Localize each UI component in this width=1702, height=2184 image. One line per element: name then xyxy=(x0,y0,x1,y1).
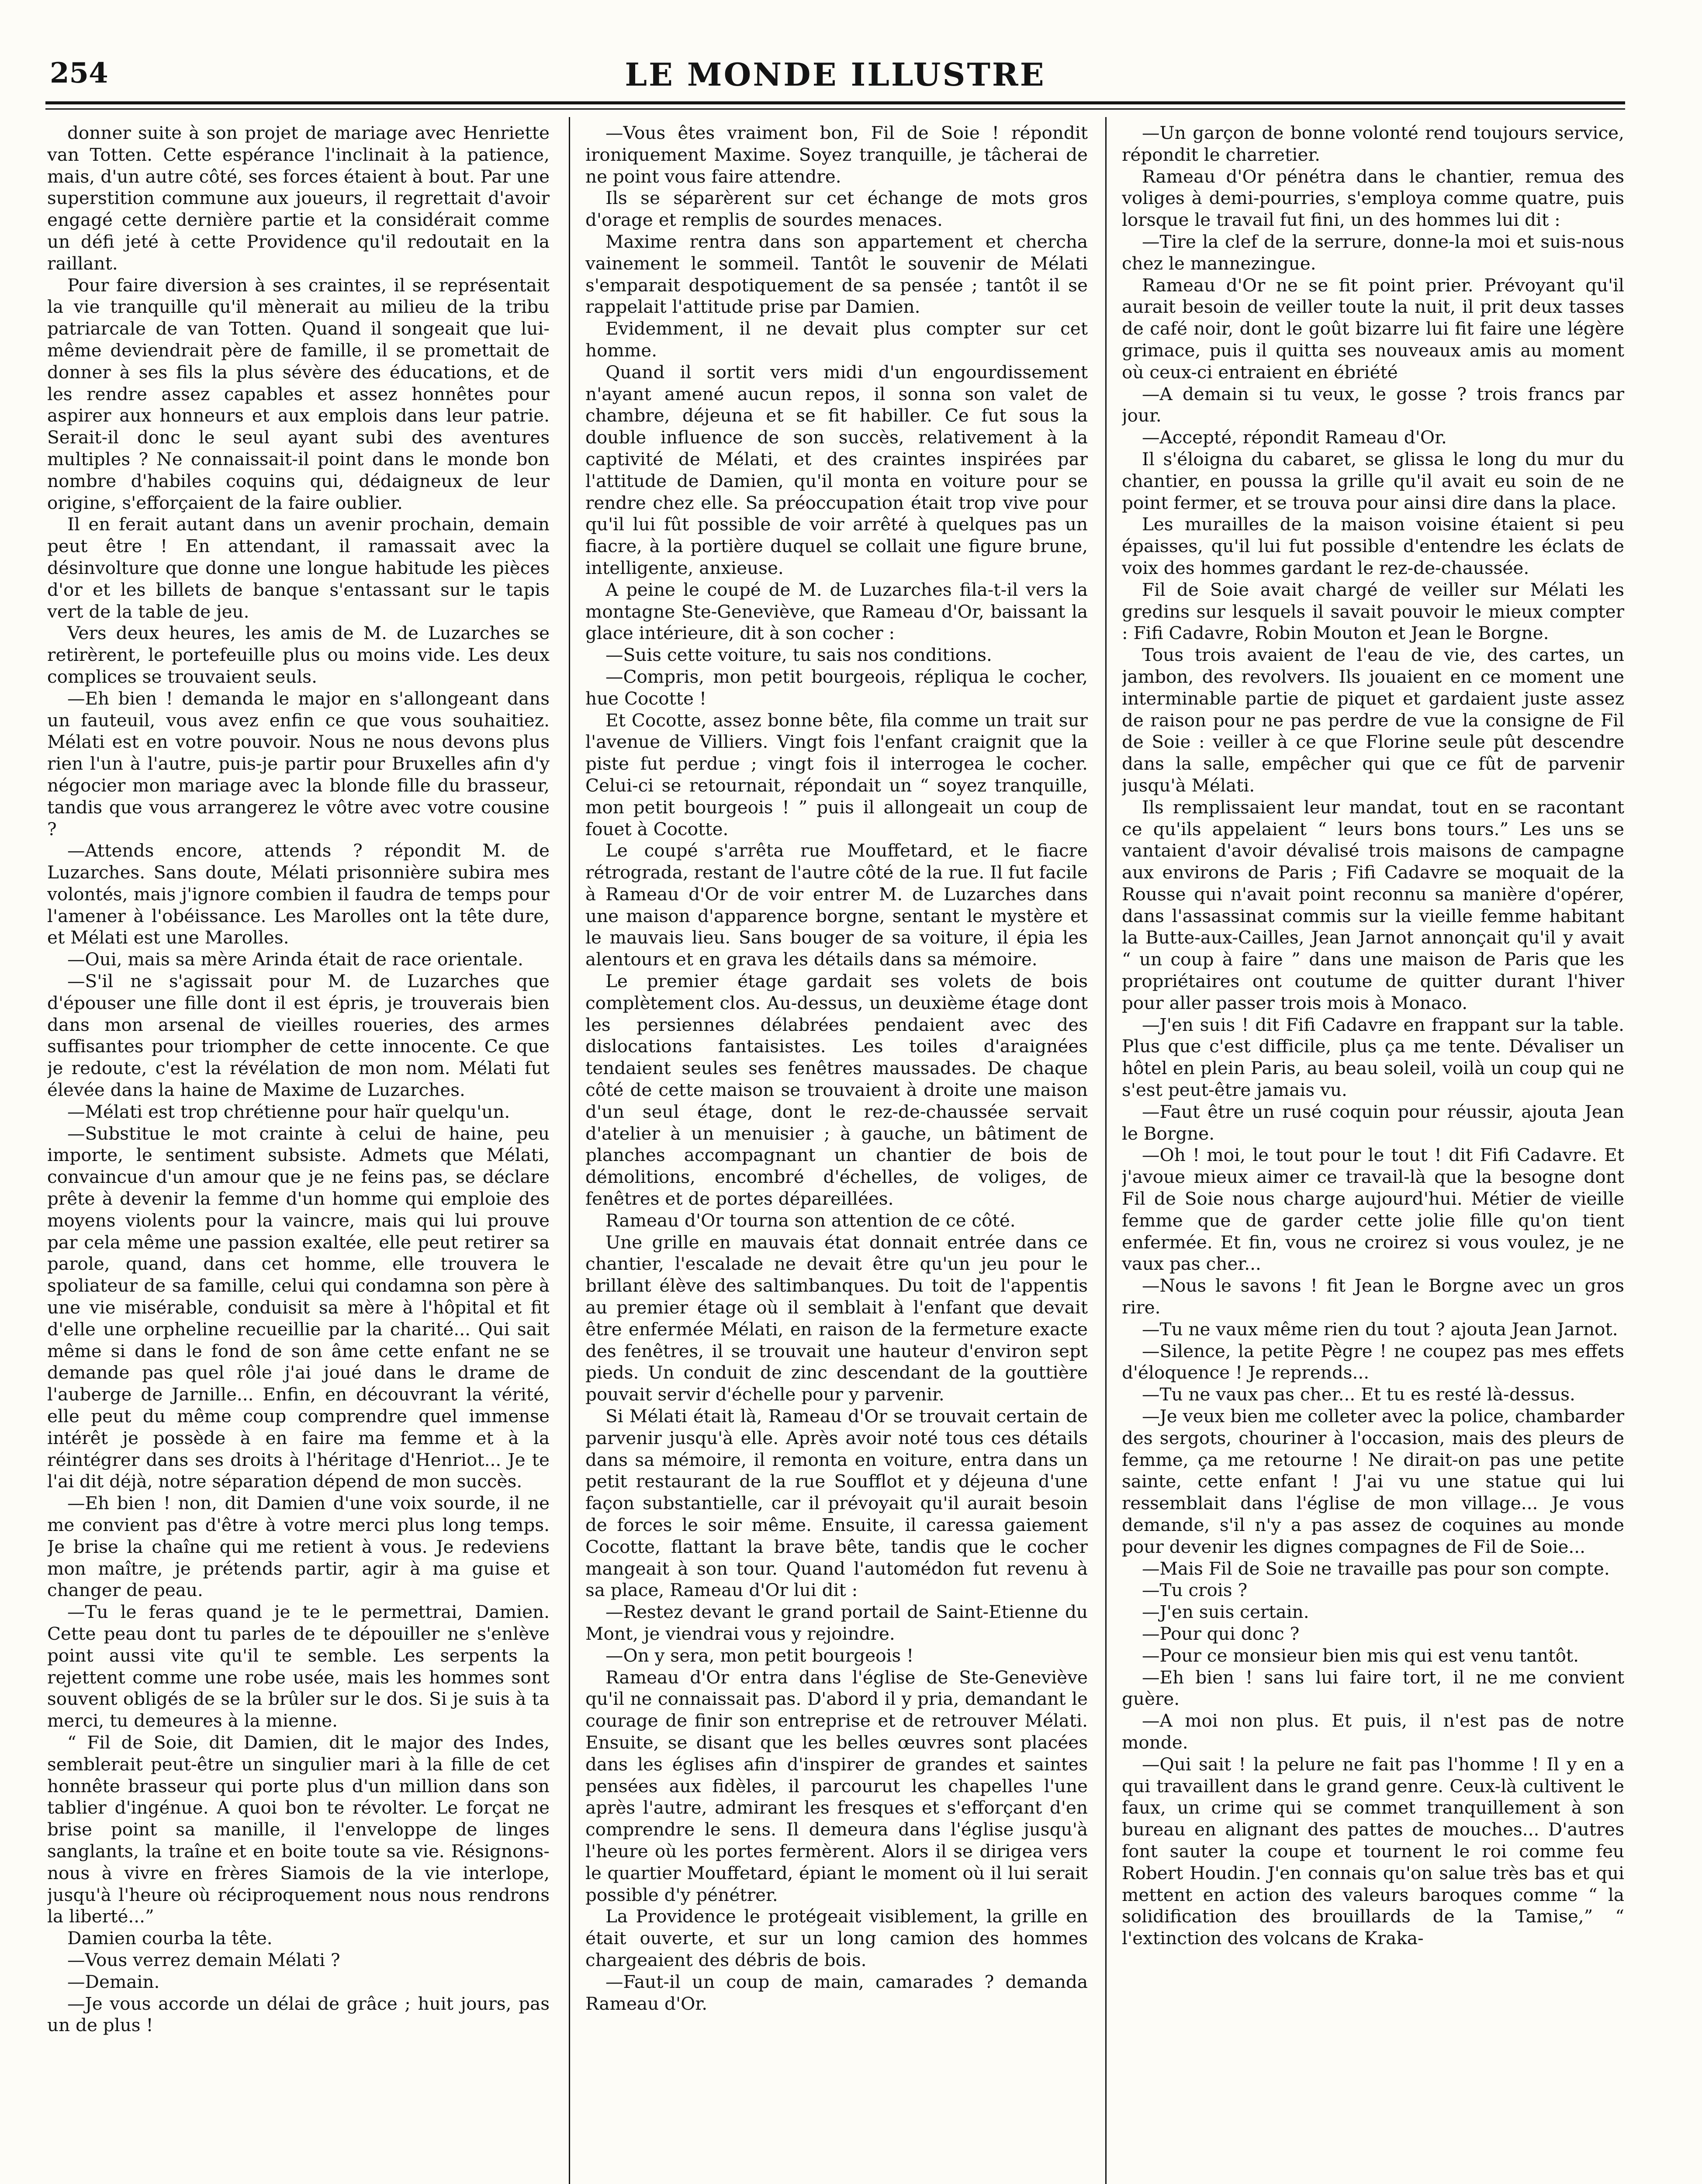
paragraph: —Eh bien ! non, dit Damien d'une voix sourde, il ne me convient pas d'être à votre merci plus long temps. Je brise la chaîne qui me retient à vous. Je redeviens mon maître, je prétends partir, agir à ma guise et changer de peau. xyxy=(47,1493,550,1601)
paragraph: Une grille en mauvais état donnait entrée dans ce chantier, l'escalade ne devait être qu'un jeu pour le brillant élève des saltimbanques. Du toit de l'appentis au premier étage où il semblait à l'enfant que devait être enfermée Mélati, en raison de la fermeture exacte des fenêtres, il se trouvait une hauteur d'environ sept pieds. Un conduit de zinc descendant de la gouttière pouvait servir d'échelle pour y parvenir. xyxy=(585,1231,1088,1405)
paragraph: —Silence, la petite Pègre ! ne coupez pas mes effets d'éloquence ! Je reprends... xyxy=(1122,1340,1624,1383)
paragraph: Quand il sortit vers midi d'un engourdissement n'ayant amené aucun repos, il sonna son valet de chambre, déjeuna et se fit habiller. Ce fut sous la double influence de son succès, relativement à la captivité de Mélati, et des craintes inspirées par l'attitude de Damien, qu'il monta en voiture pour se rendre chez elle. Sa préoccupation était trop vive pour qu'il lui fût possible de voir arrêté à quelques pas un fiacre, à la portière duquel se collait une figure brune, intelligente, anxieuse. xyxy=(585,361,1088,578)
paragraph: —Demain. xyxy=(67,1971,160,1992)
paragraph: —Pour ce monsieur bien mis qui est venu tantôt. xyxy=(1142,1645,1579,1666)
paragraph: —J'en suis certain. xyxy=(1142,1601,1309,1623)
paragraph: Si Mélati était là, Rameau d'Or se trouvait certain de parvenir jusqu'à elle. Après avoir noté tous ces détails dans sa mémoire, il remonta en voiture, entra dans un petit restaurant de la rue Soufflot et y déjeuna d'une façon substantielle, car il prévoyait qu'il aurait besoin de forces le soir même. Ensuite, il caressa gaiement Cocotte, flattant la brave bête, tandis que le cocher mangeait à son tour. Quand l'automédon fut revenu à sa place, Rameau d'Or lui dit : xyxy=(585,1406,1088,1601)
paragraph: Damien courba la tête. xyxy=(67,1928,273,1949)
paragraph: Ils se séparèrent sur cet échange de mots gros d'orage et remplis de sourdes menaces. xyxy=(585,187,1088,231)
column-divider xyxy=(569,117,570,2184)
paragraph: Tous trois avaient de l'eau de vie, des cartes, un jambon, des revolvers. Ils jouaient en ce moment une interminable partie de piquet et gardaient juste assez de raison pour ne pas perdre de vue la consigne de Fil de Soie : veiller à ce que Florine seule pût descendre dans la salle, empêcher qui que ce fût de parvenir jusqu'à Mélati. xyxy=(1122,644,1624,796)
paragraph: “ Fil de Soie, dit Damien, dit le major des Indes, semblerait peut-être un singulier mari à la fille de cet honnête brasseur qui porte plus d'un million dans son tablier d'ingénue. A quoi bon te révolter. Le forçat ne brise point sa manille, il l'enveloppe de linges sanglants, la traîne et en boite toute sa vie. Résignons-nous à vivre en frères Siamois de la vie interlope, jusqu'à l'heure où réciproquement nous nous rendrons la liberté...” xyxy=(47,1731,550,1927)
paragraph: —Tu ne vaux pas cher... Et tu es resté là-dessus. xyxy=(1142,1384,1575,1405)
paragraph: —Je vous accorde un délai de grâce ; huit jours, pas un de plus ! xyxy=(47,1993,550,2036)
paragraph: —A demain si tu veux, le gosse ? trois francs par jour. xyxy=(1122,383,1624,426)
paragraph: Il s'éloigna du cabaret, se glissa le long du mur du chantier, en poussa la grille qu'il avait eu soin de ne point fermer, et se trouva pour ainsi dire dans la place. xyxy=(1122,448,1624,513)
paragraph: —Vous verrez demain Mélati ? xyxy=(67,1949,340,1970)
paragraph: —Pour qui donc ? xyxy=(1142,1623,1300,1644)
paragraph: Rameau d'Or pénétra dans le chantier, remua des voliges à demi-pourries, s'employa comme quatre, puis lorsque le travail fut fini, un des hommes lui dit : xyxy=(1122,166,1624,231)
paragraph: —J'en suis ! dit Fifi Cadavre en frappant sur la table. Plus que c'est difficile, plus ça me tente. Dévaliser un hôtel en plein Paris, au beau soleil, voilà un coup qui ne s'est peut-être jamais vu. xyxy=(1122,1014,1624,1101)
paragraph: —Faut être un rusé coquin pour réussir, ajouta Jean le Borgne. xyxy=(1122,1101,1624,1144)
paragraph: —Suis cette voiture, tu sais nos conditions. xyxy=(605,644,992,666)
paragraph: —S'il ne s'agissait pour M. de Luzarches que d'épouser une fille dont il est épris, je trouverais bien dans mon arsenal de vieilles roueries, des armes suffisantes pour triompher de cette innocente. Ce que je redoute, c'est la révélation de mon nom. Mélati fut élevée dans la haine de Maxime de Luzarches. xyxy=(47,971,550,1101)
paragraph: —A moi non plus. Et puis, il n'est pas de notre monde. xyxy=(1122,1710,1624,1753)
paragraph: Pour faire diversion à ses craintes, il se représentait la vie tranquille qu'il mènerait au milieu de la tribu patriarcale de van Totten. Quand il songeait que lui-même deviendrait père de famille, il se promettait de donner à ses fils la plus sévère des éducations, et de les rendre assez capables et assez honnêtes pour aspirer aux honneurs et aux emplois dans leur patrie. Serait-il donc le seul ayant subi des aventures multiples ? Ne connaissait-il point dans le monde bon nombre d'habiles coquins qui, dédaigneux de leur origine, s'efforçaient de la faire oublier. xyxy=(47,274,550,513)
paragraph: —Qui sait ! la pelure ne fait pas l'homme ! Il y en a qui travaillent dans le grand genre. Ceux-là cultivent le faux, un crime qui se commet tranquillement à son bureau en alignant des pattes de mouches... D'autres font sauter la coupe et tournent le roi comme feu Robert Houdin. J'en connais qu'on salue très bas et qui mettent en action des valeurs baroques comme “ la solidification des brouillards de la Tamise,” “ l'extinction des volcans de Kraka- xyxy=(1122,1753,1624,1949)
paragraph: La Providence le protégeait visiblement, la grille en était ouverte, et sur un long camion des hommes chargeaient des débris de bois. xyxy=(585,1906,1088,1970)
paragraph: —Mélati est trop chrétienne pour haïr quelqu'un. xyxy=(67,1101,510,1122)
header-rule-thick xyxy=(45,101,1625,104)
paragraph: Les murailles de la maison voisine étaient si peu épaisses, qu'il lui fut possible d'entendre les éclats de voix des hommes gardant le rez-de-chaussée. xyxy=(1122,514,1624,578)
paragraph: —Faut-il un coup de main, camarades ? demanda Rameau d'Or. xyxy=(585,1971,1088,2014)
paragraph: —Substitue le mot crainte à celui de haine, peu importe, le sentiment subsiste. Admets que Mélati, convaincue d'un amour que je ne feins pas, se déclare prête à devenir la femme d'un homme qui emploie des moyens violents pour la vaincre, mais qui lui prouve par cela même une passion exaltée, elle peut retirer sa parole, quand, dans cet homme, elle trouvera le spoliateur de sa famille, celui qui condamna son père à une vie misérable, conduisit sa mère à l'hôpital et fit d'elle une orpheline recueillie par la charité... Qui sait même si dans le fond de son âme cette enfant ne se demande pas quel rôle j'ai joué dans le drame de l'auberge de Jarnille... Enfin, en découvrant la vérité, elle peut du même coup comprendre quel immense intérêt je possède à en faire ma femme et à la réintégrer dans ses droits à l'héritage d'Henriot... Je te l'ai dit déjà, notre séparation dépend de mon succès. xyxy=(47,1123,550,1492)
paragraph: Vers deux heures, les amis de M. de Luzarches se retirèrent, le portefeuille plus ou moins vide. Les deux complices se trouvaient seuls. xyxy=(47,622,550,687)
paragraph: Fil de Soie avait chargé de veiller sur Mélati les gredins sur lesquels il savait pouvoir le mieux compter : Fifi Cadavre, Robin Mouton et Jean le Borgne. xyxy=(1122,579,1624,644)
paragraph: —Eh bien ! sans lui faire tort, il ne me convient guère. xyxy=(1122,1666,1624,1710)
paragraph: Le premier étage gardait ses volets de bois complètement clos. Au-dessus, un deuxième étage dont les persiennes délabrées pendaient avec des dislocations fantaisistes. Les toiles d'araignées tendaient seules ses fenêtres maussades. De chaque côté de cette maison se trouvaient à droite une maison d'un seul étage, dont le rez-de-chaussée servait d'atelier à un menuisier ; à gauche, un bâtiment de planches accompagnant un chantier de bois de démolitions, encombré d'échelles, de voliges, de fenêtres et de portes dépareillées. xyxy=(585,971,1088,1209)
paragraph: —Un garçon de bonne volonté rend toujours service, répondit le charretier. xyxy=(1122,122,1624,165)
paragraph: —Attends encore, attends ? répondit M. de Luzarches. Sans doute, Mélati prisonnière subira mes volontés, mais j'ignore combien il faudra de temps pour l'amener à l'obéissance. Les Marolles ont la tête dure, et Mélati est une Marolles. xyxy=(47,840,550,948)
paragraph: A peine le coupé de M. de Luzarches fila-t-il vers la montagne Ste-Geneviève, que Rameau d'Or, baissant la glace intérieure, dit à son cocher : xyxy=(585,579,1088,644)
paragraph: —Oh ! moi, le tout pour le tout ! dit Fifi Cadavre. Et j'avoue mieux aimer ce travail-là que la besogne dont Fil de Soie nous charge aujourd'hui. Métier de vieille femme que de garder cette jolie fille qu'on tient enfermée. Et fin, vous ne croirez si vous voulez, je ne vaux pas cher... xyxy=(1122,1144,1624,1275)
paragraph: —Eh bien ! demanda le major en s'allongeant dans un fauteuil, vous avez enfin ce que vous souhaitiez. Mélati est en votre pouvoir. Nous ne nous devons plus rien l'un à l'autre, puis-je partir pour Bruxelles afin d'y négocier mon mariage avec la blonde fille du brasseur, tandis que vous arrangerez le vôtre avec votre cousine ? xyxy=(47,688,550,840)
paragraph: Evidemment, il ne devait plus compter sur cet homme. xyxy=(585,318,1088,361)
masthead-title: LE MONDE ILLUSTRE xyxy=(625,56,1046,93)
paragraph: —Mais Fil de Soie ne travaille pas pour son compte. xyxy=(1142,1558,1610,1579)
paragraph: —Compris, mon petit bourgeois, répliqua le cocher, hue Cocotte ! xyxy=(585,666,1088,709)
paragraph: Ils remplissaient leur mandat, tout en se racontant ce qu'ils appelaient “ leurs bons tours.” Les uns se vantaient d'avoir dévalisé trois maisons de campagne aux environs de Paris ; Fifi Cadavre se moquait de la Rousse qui n'avait point reconnu sa manière d'opérer, dans l'assassinat commis sur la vieille femme habitant la Butte-aux-Cailles, Jean Jarnot annonçait qu'il y avait “ un coup à faire ” dans une maison de Paris que les propriétaires ont coutume de quitter durant l'hiver pour aller passer trois mois à Monaco. xyxy=(1122,796,1624,1013)
paragraph: —Nous le savons ! fit Jean le Borgne avec un gros rire. xyxy=(1122,1275,1624,1318)
paragraph: Rameau d'Or tourna son attention de ce côté. xyxy=(605,1209,1016,1231)
paragraph: —Tu ne vaux même rien du tout ? ajouta Jean Jarnot. xyxy=(1142,1318,1618,1340)
paragraph: —Oui, mais sa mère Arinda était de race orientale. xyxy=(67,949,523,970)
paragraph: Et Cocotte, assez bonne bête, fila comme un trait sur l'avenue de Villiers. Vingt fois l'enfant craignit que la piste fut perdue ; vingt fois il interrogea le cocher. Celui-ci se retournait, répondait un “ soyez tranquille, mon petit bourgeois ! ” puis il allongeait un coup de fouet à Cocotte. xyxy=(585,709,1088,840)
paragraph: —Restez devant le grand portail de Saint-Etienne du Mont, je viendrai vous y rejoindre. xyxy=(585,1601,1088,1644)
paragraph: Maxime rentra dans son appartement et chercha vainement le sommeil. Tantôt le souvenir de Mélati s'emparait despotiquement de sa pensée ; tantôt il se rappelait l'attitude prise par Damien. xyxy=(585,231,1088,318)
paragraph: Il en ferait autant dans un avenir prochain, demain peut être ! En attendant, il ramassait avec la désinvolture que donne une longue habitude les pièces d'or et les billets de banque s'entassant sur le tapis vert de la table de jeu. xyxy=(47,514,550,622)
paragraph: —Vous êtes vraiment bon, Fil de Soie ! répondit ironiquement Maxime. Soyez tranquille, je tâcherai de ne point vous faire attendre. xyxy=(585,122,1088,187)
text-column-3 xyxy=(1122,122,1624,2184)
paragraph: —Je veux bien me colleter avec la police, chambarder des sergots, chouriner à l'occasion, mais des pleurs de femme, ça me retourne ! Ne dirait-on pas une petite sainte, cette enfant ! J'ai vu une statue qui lui ressemblait dans l'église de mon village... Je vous demande, s'il n'y a pas assez de coquines au monde pour devenir les dignes compagnes de Fil de Soie... xyxy=(1122,1406,1624,1557)
header-rule-thin xyxy=(45,108,1625,110)
paragraph: Le coupé s'arrêta rue Mouffetard, et le fiacre rétrograda, restant de l'autre côté de la rue. Il fut facile à Rameau d'Or de voir entrer M. de Luzarches dans une maison d'apparence borgne, sentant le mystère et le mauvais lieu. Sans bouger de sa voiture, il épia les alentours et en grava les détails dans sa mémoire. xyxy=(585,840,1088,970)
paragraph: —Accepté, répondit Rameau d'Or. xyxy=(1142,427,1447,448)
paragraph: —Tu crois ? xyxy=(1142,1579,1248,1601)
paragraph: Rameau d'Or entra dans l'église de Ste-Geneviève qu'il ne connaissait pas. D'abord il y pria, demandant le courage de finir son entreprise et de retrouver Mélati. Ensuite, se disant que les belles œuvres sont placées dans les églises afin d'inspirer de grandes et saintes pensées aux fidèles, il parcourut les chapelles l'une après l'autre, admirant les fresques et s'efforçant d'en comprendre le sens. Il demeura dans l'église jusqu'à l'heure où les portes fermèrent. Alors il se dirigea vers le quartier Mouffetard, épiant le moment où il lui serait possible d'y pénétrer. xyxy=(585,1666,1088,1905)
paragraph: Rameau d'Or ne se fit point prier. Prévoyant qu'il aurait besoin de veiller toute la nuit, il prit deux tasses de café noir, dont le goût bizarre lui fit faire une légère grimace, puis il quitta ses nouveaux amis au moment où ceux-ci entraient en ébriété xyxy=(1122,274,1624,383)
page-number: 254 xyxy=(50,57,108,90)
text-column-2 xyxy=(585,122,1088,2184)
text-column-1 xyxy=(47,122,550,2184)
paragraph: —Tire la clef de la serrure, donne-la moi et suis-nous chez le mannezingue. xyxy=(1122,231,1624,274)
paragraph: donner suite à son projet de mariage avec Henriette van Totten. Cette espérance l'inclinait à la patience, mais, d'un autre côté, ses forces étaient à bout. Par une superstition commune aux joueurs, il regrettait d'avoir engagé cette dernière partie et la considérait comme un défi jeté à cette Providence qu'il redoutait en la raillant. xyxy=(47,122,550,274)
column-divider xyxy=(1105,117,1107,2184)
paragraph: —Tu le feras quand je te le permettrai, Damien. Cette peau dont tu parles de te dépouiller ne s'enlève point aussi vite qu'il te semble. Les serpents la rejettent comme une robe usée, mais les hommes sont souvent obligés de se la brûler sur le dos. Si je suis à ta merci, tu demeures à la mienne. xyxy=(47,1601,550,1731)
page-header xyxy=(45,52,1625,104)
paragraph: —On y sera, mon petit bourgeois ! xyxy=(605,1645,914,1666)
